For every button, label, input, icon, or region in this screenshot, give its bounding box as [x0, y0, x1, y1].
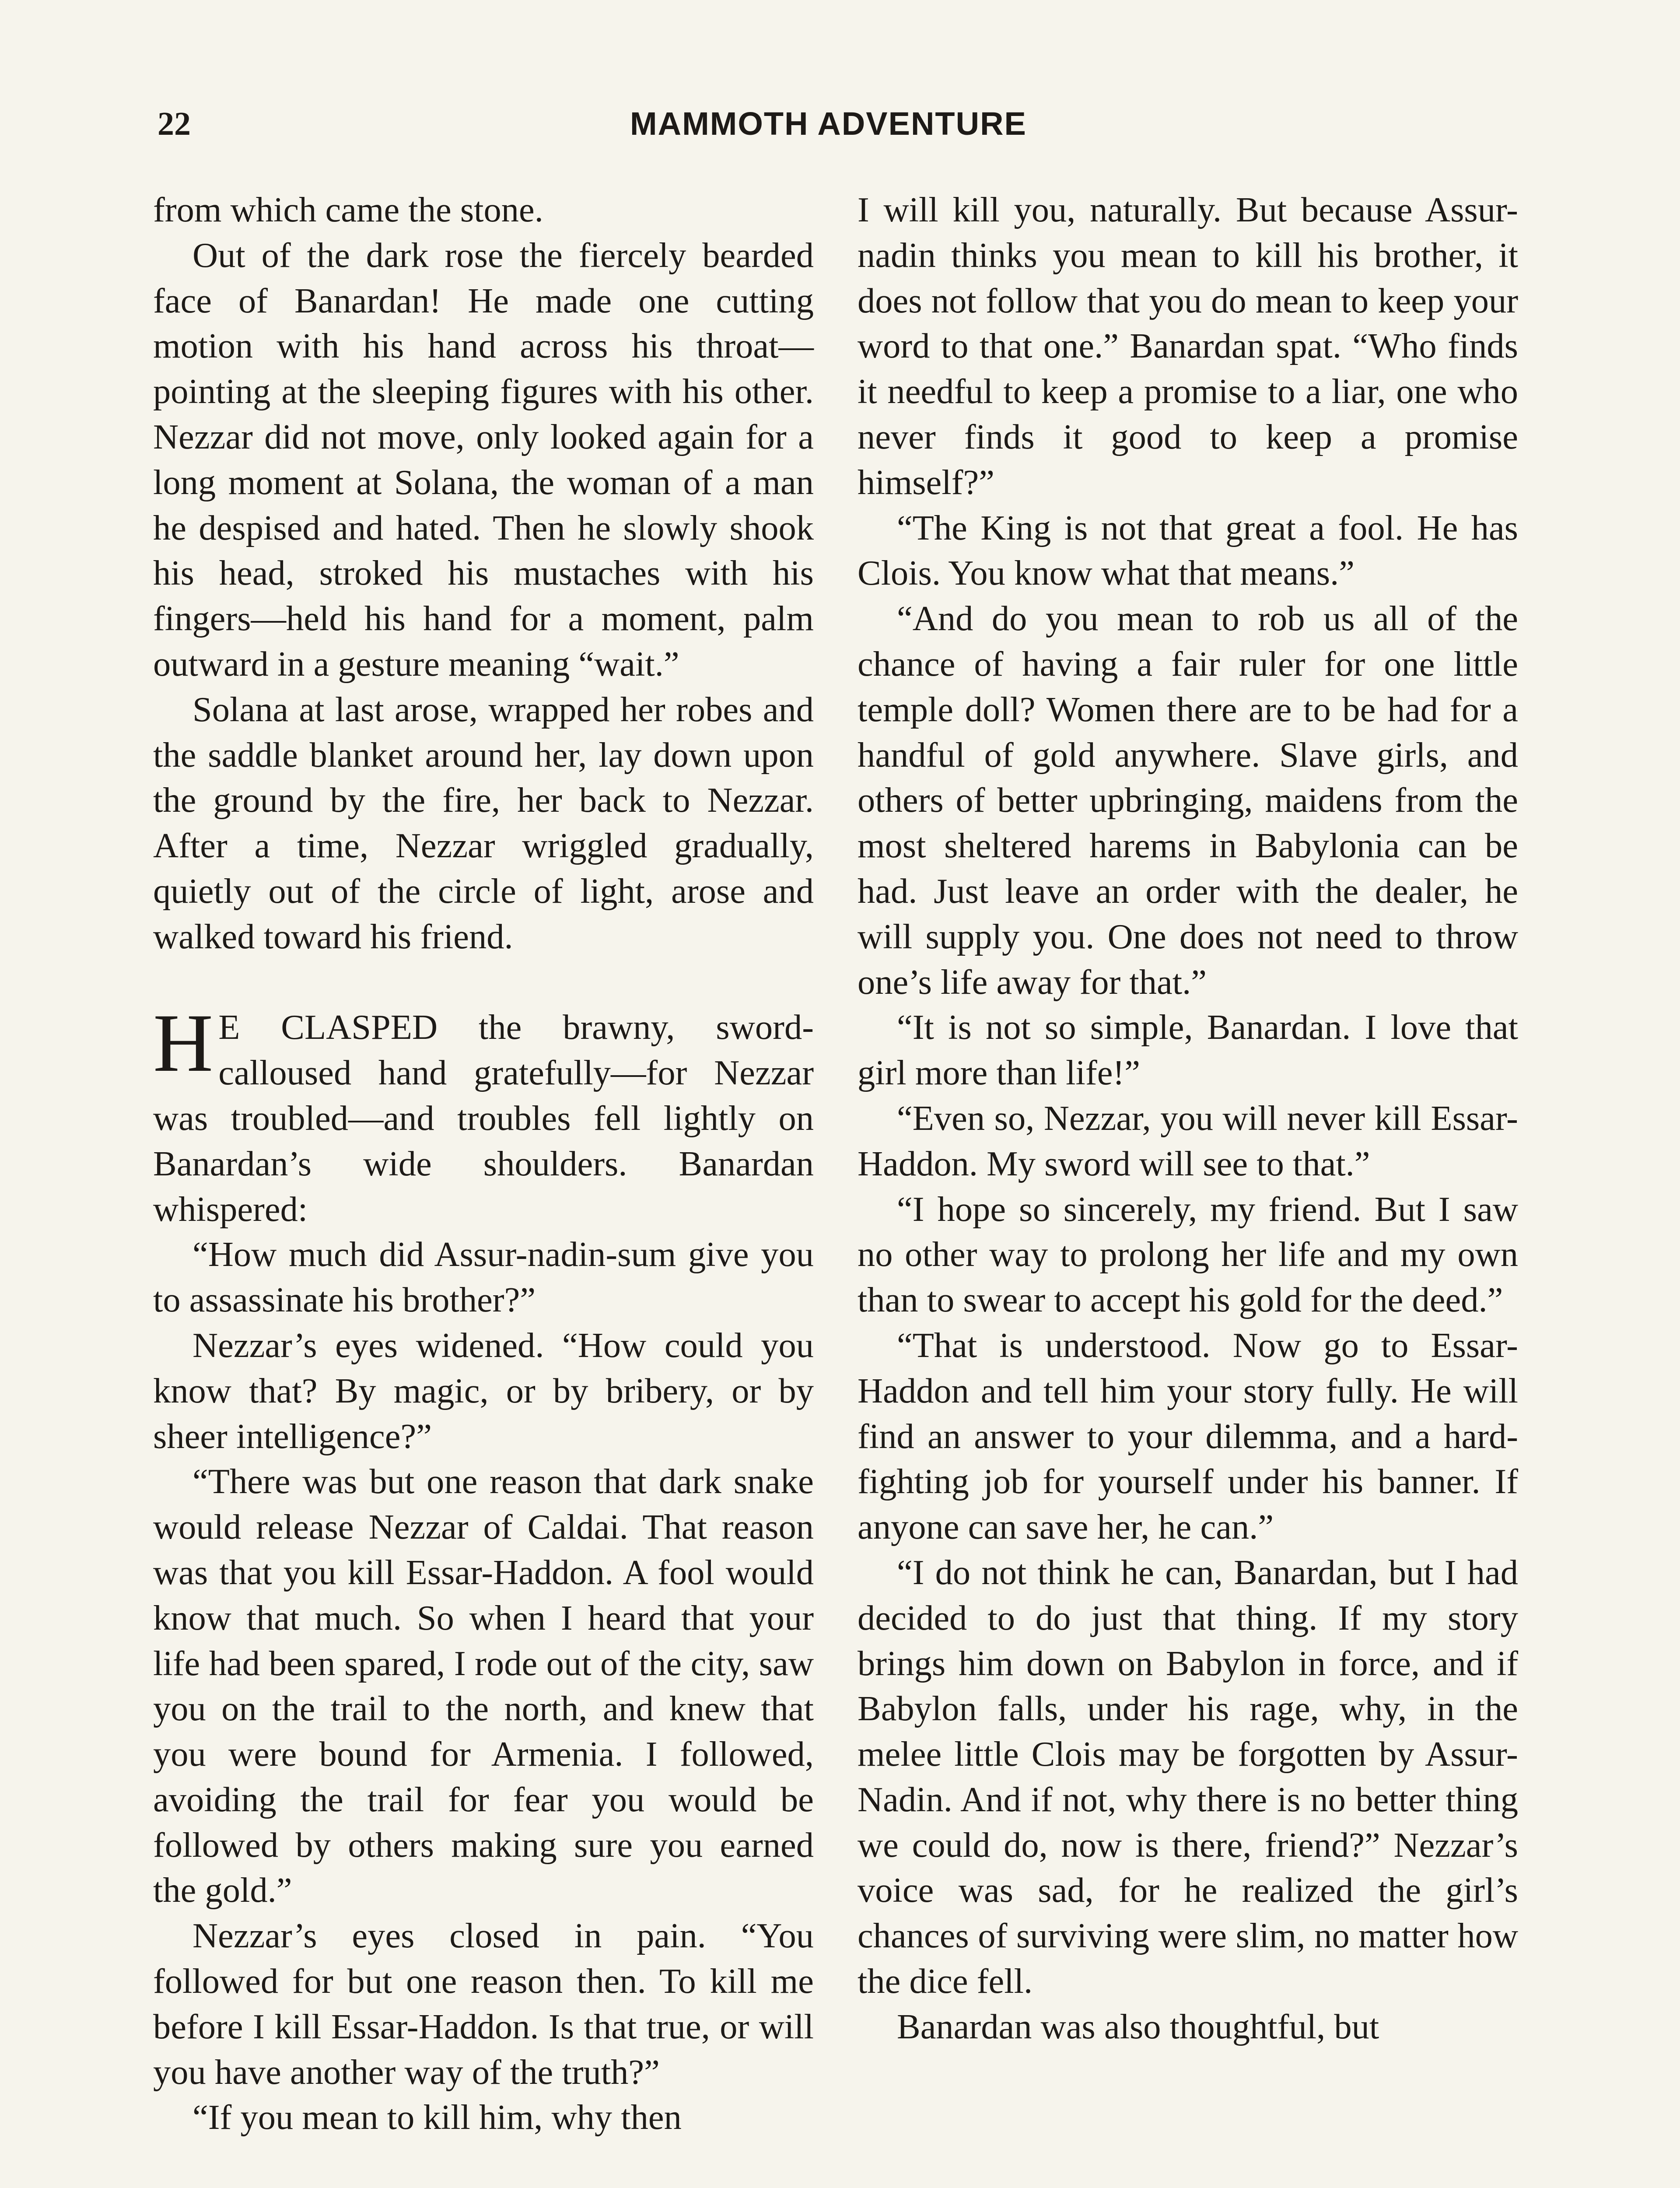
paragraph: “The King is not that great a fool. He has Clois. You know what that means.”	[858, 508, 1518, 593]
paragraph: “There was but one reason that dark snake would release Nezzar of Caldai. That reason was that you kill Essar-Haddon. A fool would know that much. So when I heard that your life had been spared, I rode out of the city, saw you on the trail to the north, and knew that you were bound for Armenia. I followed, avoiding the trail for fear you would be followed by others making sure you earned the gold.”	[153, 1462, 814, 1910]
left-column	[153, 187, 814, 2140]
page-number: 22	[158, 105, 191, 142]
paragraph: Banardan was also thoughtful, but	[897, 2007, 1379, 2046]
paragraph: “That is understood. Now go to Essar-Haddon and tell him your story fully. He will find an answer to your dilemma, and a hard-fighting job for yourself under his banner. If anyone can save her, he can.”	[858, 1325, 1518, 1547]
paragraph: “If you mean to kill him, why then	[192, 2098, 682, 2137]
paragraph-text: E CLASPED the brawny, sword-calloused hand gratefully—for Nezzar was troubled—and troubles fell lightly on Banardan’s wide shoulders. Banardan whispered:	[153, 1008, 814, 1229]
page-header	[158, 100, 1059, 148]
right-column	[858, 187, 1518, 2050]
paragraph: “How much did Assur-nadin-sum give you to assassinate his brother?”	[153, 1235, 814, 1320]
paragraph: “It is not so simple, Banardan. I love that girl more than life!”	[858, 1008, 1518, 1093]
paragraph: from which came the stone.	[153, 190, 543, 229]
paragraph: Out of the dark rose the fiercely bearded face of Banardan! He made one cutting motion with his hand across his throat—pointing at the sleeping figures with his other. Nezzar did not move, only looked again for a long moment at Solana, the woman of a man he despised and hated. Then he slowly shook his head, stroked his mustaches with his fingers—held his hand for a moment, palm outward in a gesture meaning “wait.”	[153, 235, 814, 684]
drop-cap: H	[153, 997, 214, 1090]
paragraph: Nezzar’s eyes closed in pain. “You followed for but one reason then. To kill me before I kill Essar-Haddon. Is that true, or will you have another way of the truth?”	[153, 1916, 814, 2092]
paragraph: “Even so, Nezzar, you will never kill Essar-Haddon. My sword will see to that.”	[858, 1098, 1518, 1183]
paragraph: I will kill you, naturally. But because Assur-nadin thinks you mean to kill his brother, it does not follow that you do mean to keep your word to that one.” Banardan spat. “Who finds it needful to keep a promise to a liar, one who never finds it good to keep a promise himself?”	[858, 190, 1518, 502]
paragraph: “I hope so sincerely, my friend. But I saw no other way to prolong her life and my own than to swear to accept his gold for the deed.”	[858, 1189, 1518, 1320]
paragraph: “I do not think he can, Banardan, but I had decided to do just that thing. If my story brings him down on Babylon in force, and if Babylon falls, under his rage, why, in the melee little Clois may be forgotten by Assur-Nadin. And if not, why there is no better thing we could do, now is there, friend?” Nezzar’s voice was sad, for he realized the girl’s chances of surviving were slim, no matter how the dice fell.	[858, 1553, 1518, 2001]
paragraph: “And do you mean to rob us all of the chance of having a fair ruler for one little temple doll? Women there are to be had for a handful of gold anywhere. Slave girls, and others of better upbringing, maidens from the most sheltered harems in Babylonia can be had. Just leave an order with the dealer, he will supply you. One does not need to throw one’s life away for that.”	[858, 599, 1518, 1002]
section-opening-paragraph	[153, 997, 814, 1232]
paragraph: Nezzar’s eyes widened. “How could you know that? By magic, or by bribery, or by sheer intelligence?”	[153, 1325, 814, 1456]
paragraph: Solana at last arose, wrapped her robes and the saddle blanket around her, lay down upon the ground by the fire, her back to Nezzar. After a time, Nezzar wriggled gradually, quietly out of the circle of light, arose and walked toward his friend.	[153, 690, 814, 956]
running-head: MAMMOTH ADVENTURE	[630, 105, 1027, 142]
